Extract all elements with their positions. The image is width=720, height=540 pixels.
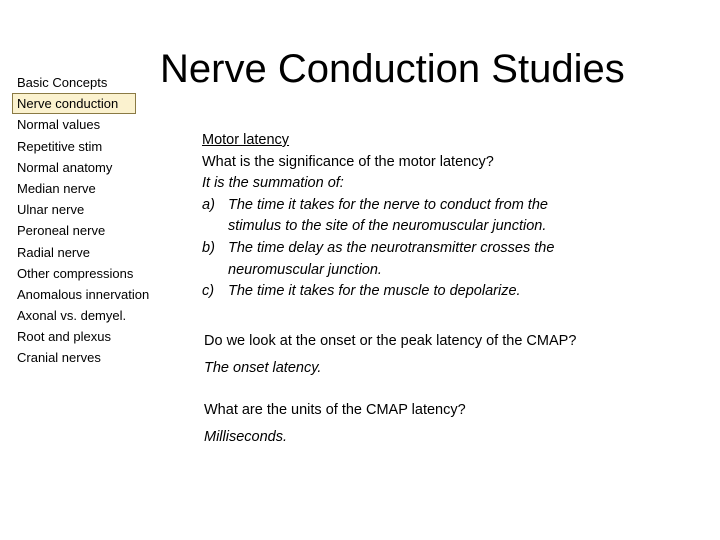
- sidebar-item-normal-anatomy[interactable]: Normal anatomy: [17, 159, 113, 175]
- list-item-line: The time it takes for the muscle to depolarize.: [228, 283, 521, 300]
- sidebar-item-nerve-conduction[interactable]: Nerve conduction: [12, 93, 136, 114]
- sidebar-item-median-nerve[interactable]: Median nerve: [17, 180, 96, 196]
- question-onset-peak: Do we look at the onset or the peak latency of the CMAP?: [204, 333, 577, 349]
- list-item: [202, 238, 554, 281]
- intro-text: It is the summation of:: [202, 175, 344, 192]
- sidebar-item-other-compressions[interactable]: Other compressions: [17, 265, 134, 281]
- list-item: [202, 281, 554, 303]
- sidebar-item-radial-nerve[interactable]: Radial nerve: [17, 244, 90, 260]
- section-heading: Motor latency: [202, 132, 290, 148]
- list-marker: c): [202, 283, 215, 300]
- list-marker: a): [202, 196, 215, 213]
- main-content: [202, 130, 554, 303]
- sidebar-item-anomalous-innervation[interactable]: Anomalous innervation: [17, 286, 150, 302]
- answer-units: Milliseconds.: [204, 429, 287, 445]
- sidebar-item-basic-concepts[interactable]: Basic Concepts: [17, 75, 108, 90]
- list-item-line: The time it takes for the nerve to conduct from the: [228, 196, 548, 213]
- list-item: [202, 195, 554, 238]
- sidebar-item-normal-values[interactable]: Normal values: [17, 117, 101, 133]
- sidebar-nav: [13, 72, 149, 369]
- sidebar-item-axonal-vs-demyel[interactable]: Axonal vs. demyel.: [17, 308, 127, 324]
- sidebar-item-peroneal-nerve[interactable]: Peroneal nerve: [17, 223, 106, 239]
- question-text: What is the significance of the motor latency?: [202, 153, 494, 170]
- list-item-line: stimulus to the site of the neuromuscular junction.: [228, 218, 547, 235]
- question-units: What are the units of the CMAP latency?: [204, 402, 466, 418]
- list-item-line: The time delay as the neurotransmitter crosses the: [228, 239, 555, 256]
- sidebar-item-ulnar-nerve[interactable]: Ulnar nerve: [17, 202, 85, 218]
- page-title: Nerve Conduction Studies: [160, 47, 625, 91]
- list-marker: b): [202, 239, 215, 256]
- answer-onset: The onset latency.: [204, 360, 322, 376]
- sidebar-item-repetitive-stim[interactable]: Repetitive stim: [17, 138, 103, 154]
- sidebar-item-root-and-plexus[interactable]: Root and plexus: [17, 329, 111, 345]
- list-item-line: neuromuscular junction.: [228, 261, 382, 278]
- sidebar-item-cranial-nerves[interactable]: Cranial nerves: [17, 350, 101, 366]
